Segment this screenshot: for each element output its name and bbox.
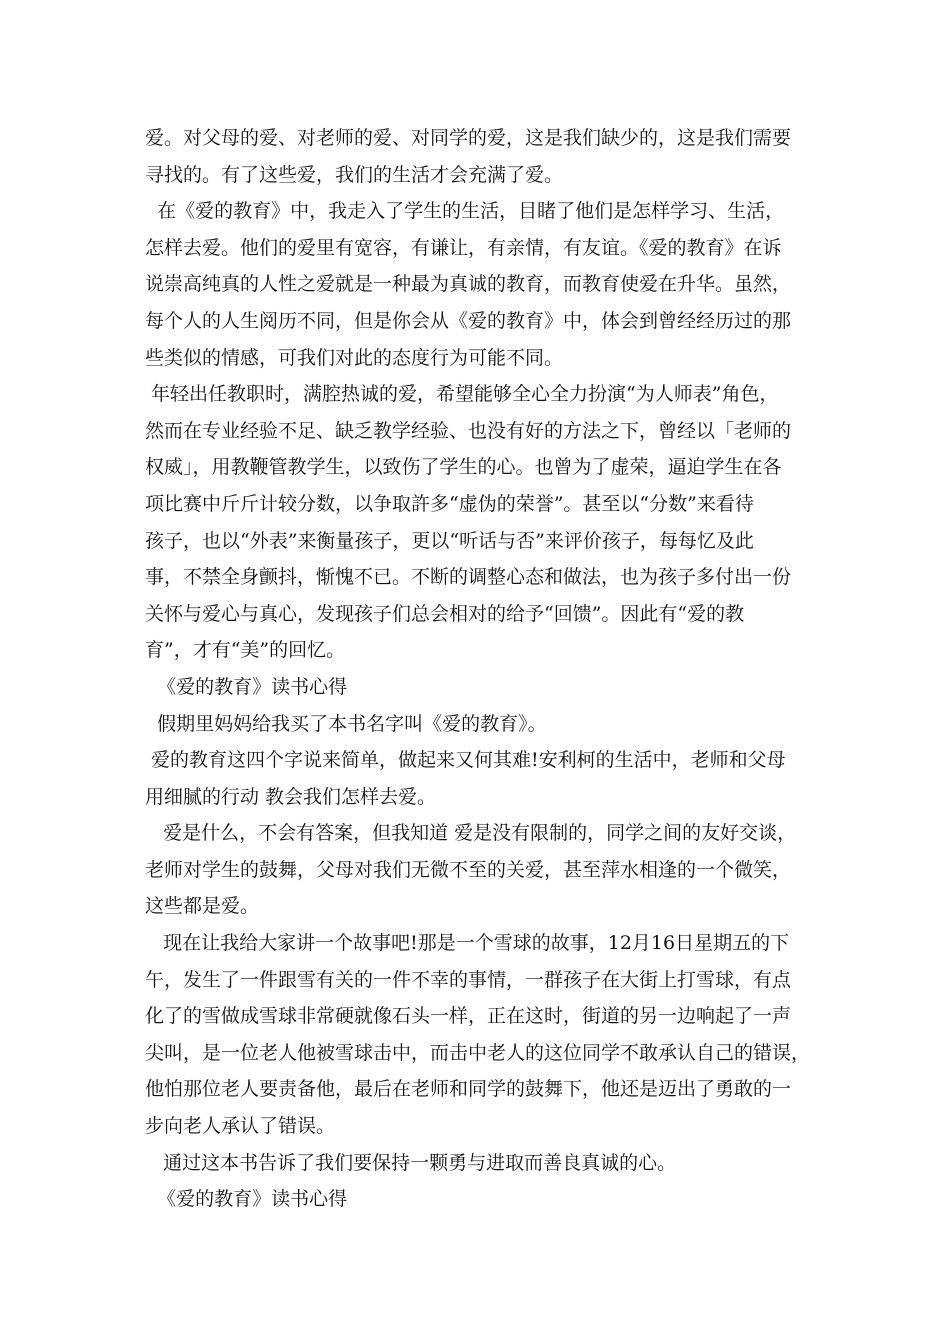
- text-line: 关怀与爱心与真心，发现孩子们总会相对的给予“回馈”。因此有“爱的教: [145, 602, 745, 625]
- text-line: 爱是什么，不会有答案，但我知道 爱是没有限制的，同学之间的友好交谈，: [145, 822, 797, 845]
- document-body: [145, 120, 815, 1218]
- text-line: 通过这本书告诉了我们要保持一颗勇与进取而善良真诚的心。: [145, 1151, 677, 1174]
- text-line: 化了的雪做成雪球非常硬就像石头一样，正在这时，街道的另一边响起了一声: [145, 1005, 792, 1028]
- section-heading: 《爱的教育》读书心得: [145, 675, 348, 698]
- text-line: 老师对学生的鼓舞，父母对我们无微不至的关爱，甚至萍水相逢的一个微笑，: [145, 858, 792, 881]
- text-line: 每个人的人生阅历不同，但是你会从《爱的教育》中，体会到曾经经历过的那: [145, 309, 792, 332]
- text-line: 假期里妈妈给我买了本书名字叫《爱的教育》。: [145, 712, 547, 735]
- text-line: 寻找的。有了这些爱，我们的生活才会充满了爱。: [145, 163, 564, 186]
- text-line: 在《爱的教育》中，我走入了学生的生活，目睹了他们是怎样学习、生活，: [145, 200, 785, 223]
- text-line: 爱的教育这四个字说来简单，做起来又何其难!安利柯的生活中，老师和父母: [145, 749, 786, 772]
- text-line: 孩子，也以“外表”来衡量孩子，更以“听话与否”来评价孩子，每每忆及此: [145, 529, 754, 552]
- text-line: 然而在专业经验不足、缺乏教学经验、也没有好的方法之下，曾经以「老师的: [145, 419, 792, 442]
- text-line: 午，发生了一件跟雪有关的一件不幸的事情，一群孩子在大街上打雪球，有点: [145, 968, 792, 991]
- text-line: 现在让我给大家讲一个故事吧!那是一个雪球的故事，12月16日星期五的下: [145, 932, 790, 955]
- text-line: 用细腻的行动 教会我们怎样去爱。: [145, 785, 437, 808]
- text-line: 育”，才有“美”的回忆。: [145, 639, 346, 662]
- text-line: 怎样去爱。他们的爱里有宽容，有谦让，有亲情，有友谊。《爱的教育》在诉: [145, 236, 782, 259]
- text-line: 权威」，用教鞭管教学生，以致伤了学生的心。也曾为了虚荣，逼迫学生在各: [145, 456, 782, 479]
- text-line: 尖叫，是一位老人他被雪球击中，而击中老人的这位同学不敢承认自己的错误，: [145, 1041, 811, 1064]
- text-line: 他怕那位老人要责备他，最后在老师和同学的鼓舞下，他还是迈出了勇敢的一: [145, 1078, 792, 1101]
- text-line: 些类似的情感，可我们对此的态度行为可能不同。: [145, 346, 564, 369]
- text-line: 年轻出任教职时，满腔热诚的爱，希望能够全心全力扮演“为人师表”角色，: [145, 383, 779, 406]
- text-line: 步向老人承认了错误。: [145, 1115, 336, 1138]
- text-line: 项比赛中斤斤计较分数，以争取許多“虚伪的荣誉”。甚至以“分数”来看待: [145, 492, 754, 515]
- section-heading: 《爱的教育》读书心得: [145, 1188, 348, 1211]
- text-line: 这些都是爱。: [145, 895, 260, 918]
- text-line: 事，不禁全身颤抖，惭愧不已。不断的调整心态和做法，也为孩子多付出一份: [145, 566, 792, 589]
- text-line: 说崇高纯真的人性之爱就是一种最为真诚的教育，而教育使爱在升华。虽然，: [145, 273, 792, 296]
- text-line: 爱。对父母的爱、对老师的爱、对同学的爱，这是我们缺少的，这是我们需要: [145, 127, 792, 149]
